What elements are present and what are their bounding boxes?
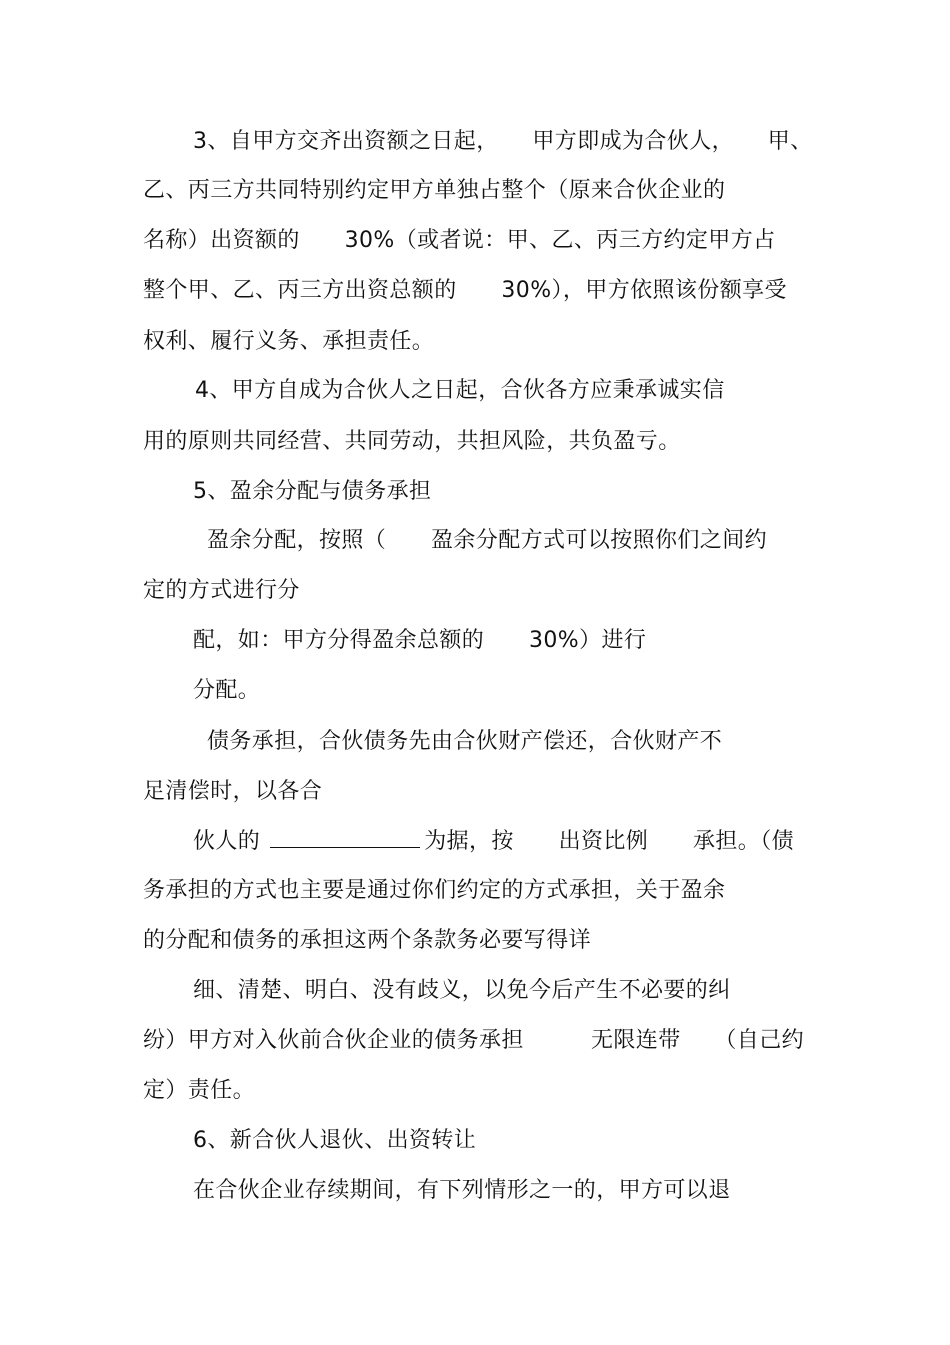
text-line-18: 细、清楚、明白、没有歧义，以免今后产生不必要的纠 (193, 978, 731, 1003)
text-line-16: 务承担的方式也主要是通过你们约定的方式承担，关于盈余 (143, 878, 726, 903)
text-line-3: 名称）出资额的 30%（或者说：甲、乙、丙三方约定甲方占 (143, 228, 776, 253)
text-line-15-prefix: 伙人的 (193, 829, 261, 854)
text-line-9: 盈余分配，按照（ 盈余分配方式可以按照你们之间约 (207, 528, 768, 553)
text-line-20: 定）责任。 (143, 1078, 256, 1103)
text-line-11: 配，如：甲方分得盈余总额的 30%）进行 (193, 628, 647, 653)
text-line-1: 3、自甲方交齐出资额之日起， 甲方即成为合伙人， 甲、 (193, 129, 813, 154)
text-line-14: 足清偿时，以各合 (143, 779, 323, 804)
text-line-13: 债务承担，合伙债务先由合伙财产偿还，合伙财产不 (207, 729, 723, 754)
fill-in-blank[interactable] (270, 827, 420, 848)
text-line-15-rest: 为据，按 出资比例 承担。（债 (424, 829, 795, 854)
text-line-7: 用的原则共同经营、共同劳动，共担风险，共负盈亏。 (143, 429, 681, 454)
text-line-22: 在合伙企业存续期间，有下列情形之一的，甲方可以退 (193, 1178, 731, 1203)
text-line-17: 的分配和债务的承担这两个条款务必要写得详 (143, 928, 592, 953)
section-heading-6: 6、新合伙人退伙、出资转让 (193, 1128, 477, 1153)
text-line-6: 4、甲方自成为合伙人之日起，合伙各方应秉承诚实信 (195, 378, 725, 403)
text-line-5: 权利、履行义务、承担责任。 (143, 329, 435, 354)
text-line-4: 整个甲、乙、丙三方出资总额的 30%），甲方依照该份额享受 (143, 278, 787, 303)
text-line-15 (193, 827, 794, 856)
text-line-19: 纷）甲方对入伙前合伙企业的债务承担 无限连带 （自己约 (143, 1028, 805, 1053)
section-heading-5: 5、盈余分配与债务承担 (193, 479, 432, 504)
text-line-10: 定的方式进行分 (143, 578, 300, 603)
text-line-2: 乙、丙三方共同特别约定甲方单独占整个（原来合伙企业的 (143, 178, 726, 203)
text-line-12: 分配。 (193, 678, 261, 703)
